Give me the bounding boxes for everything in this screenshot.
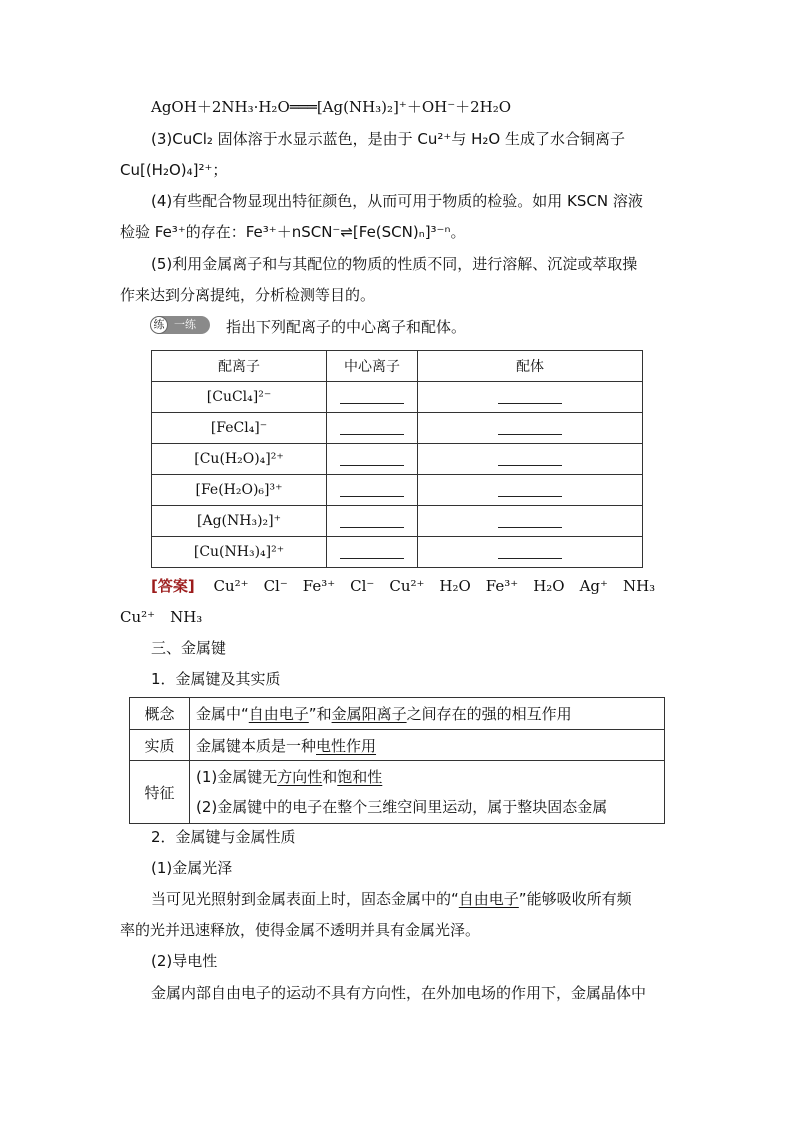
- luster-line-1: [151, 888, 632, 910]
- center-ion-blank[interactable]: [327, 506, 418, 537]
- table-row: [152, 537, 643, 568]
- feature-2: (2)金属键中的电子在整个三维空间里运动，属于整块固态金属: [196, 798, 608, 816]
- text-span: 当可见光照射到金属表面上时，固态金属中的“: [151, 890, 459, 908]
- metallic-bond-table: [129, 697, 665, 824]
- center-ion-blank[interactable]: [327, 413, 418, 444]
- concept-value: [190, 698, 665, 730]
- underlined-term: 自由电子: [248, 705, 309, 723]
- luster-line-2: 率的光并迅速释放，使得金属不透明并具有金属光泽。: [120, 921, 481, 939]
- ion-cell: [FeCl₄]⁻: [152, 413, 327, 444]
- answer-values: Cu²⁺ Cl⁻ Fe³⁺ Cl⁻ Cu²⁺ H₂O Fe³⁺ H₂O Ag⁺ NH₃: [213, 577, 656, 595]
- text-line: 作来达到分离提纯，分析检测等目的。: [120, 286, 376, 304]
- ligand-blank[interactable]: [418, 382, 643, 413]
- essence-value: [190, 730, 665, 761]
- text-line: Cu[(H₂O)₄]²⁺；: [120, 161, 228, 179]
- row-key: 特征: [130, 761, 190, 824]
- badge-circle: 练: [150, 316, 168, 334]
- text-line: (4)有些配合物显现出特征颜色，从而可用于物质的检验。如用 KSCN 溶液: [151, 192, 643, 210]
- ligand-blank[interactable]: [418, 444, 643, 475]
- ion-cell: [CuCl₄]²⁻: [152, 382, 327, 413]
- feature-1: [196, 762, 663, 792]
- underlined-term: 金属阳离子: [331, 705, 407, 723]
- header-cell: 配离子: [152, 351, 327, 382]
- conduct-line: 金属内部自由电子的运动不具有方向性，在外加电场的作用下，金属晶体中: [151, 984, 647, 1002]
- answer-tag: [答案]: [151, 577, 195, 595]
- ion-cell: [Cu(H₂O)₄]²⁺: [152, 444, 327, 475]
- text-span: 和: [322, 768, 338, 786]
- text-span: (1)金属键无: [196, 768, 278, 786]
- text-line: (3)CuCl₂ 固体溶于水显示蓝色，是由于 Cu²⁺与 H₂O 生成了水合铜离子: [151, 130, 625, 148]
- ligand-blank[interactable]: [418, 506, 643, 537]
- text-span: ”和: [308, 705, 332, 723]
- center-ion-blank[interactable]: [327, 537, 418, 568]
- subsection-title: 2．金属键与金属性质: [151, 828, 296, 846]
- feature-value: [190, 761, 665, 824]
- luster-title: (1)金属光泽: [151, 859, 233, 877]
- center-ion-blank[interactable]: [327, 382, 418, 413]
- ligand-blank[interactable]: [418, 537, 643, 568]
- ion-cell: [Ag(NH₃)₂]⁺: [152, 506, 327, 537]
- underlined-term: 饱和性: [337, 768, 383, 786]
- ion-cell: [Fe(H₂O)₆]³⁺: [152, 475, 327, 506]
- answer-line: [151, 575, 655, 597]
- table-row: [152, 475, 643, 506]
- center-ion-blank[interactable]: [327, 475, 418, 506]
- badge-label: 一练: [174, 318, 196, 331]
- underlined-term: 自由电子: [458, 890, 519, 908]
- equation-line: AgOH＋2NH₃·H₂O═══[Ag(NH₃)₂]⁺＋OH⁻＋2H₂O: [151, 98, 512, 116]
- header-cell: 配体: [418, 351, 643, 382]
- text-span: 之间存在的强的相互作用: [406, 705, 572, 723]
- center-ion-blank[interactable]: [327, 444, 418, 475]
- section-title: 三、金属键: [151, 639, 227, 657]
- conduct-title: (2)导电性: [151, 952, 218, 970]
- ligand-blank[interactable]: [418, 413, 643, 444]
- row-key: 概念: [130, 698, 190, 730]
- exercise-prompt: 指出下列配离子的中心离子和配体。: [226, 318, 467, 336]
- row-key: 实质: [130, 730, 190, 761]
- answer-line-2: Cu²⁺ NH₃: [120, 608, 203, 626]
- exercise-table: [151, 350, 643, 568]
- text-span: 金属中“: [196, 705, 249, 723]
- underlined-term: 方向性: [277, 768, 323, 786]
- ligand-blank[interactable]: [418, 475, 643, 506]
- underlined-term: 电性作用: [316, 736, 377, 755]
- table-row: [152, 506, 643, 537]
- table-row: [152, 444, 643, 475]
- text-line: (5)利用金属离子和与其配位的物质的性质不同，进行溶解、沉淀或萃取操: [151, 255, 638, 273]
- table-row: [152, 382, 643, 413]
- subsection-title: 1．金属键及其实质: [151, 670, 281, 688]
- header-cell: 中心离子: [327, 351, 418, 382]
- text-span: ”能够吸收所有频: [518, 890, 632, 908]
- text-line: 检验 Fe³⁺的存在：Fe³⁺＋nSCN⁻⇌[Fe(SCN)ₙ]³⁻ⁿ。: [120, 223, 466, 241]
- table-row: [152, 413, 643, 444]
- text-span: 金属键本质是一种: [196, 736, 317, 755]
- exercise-badge: [150, 316, 210, 334]
- ion-cell: [Cu(NH₃)₄]²⁺: [152, 537, 327, 568]
